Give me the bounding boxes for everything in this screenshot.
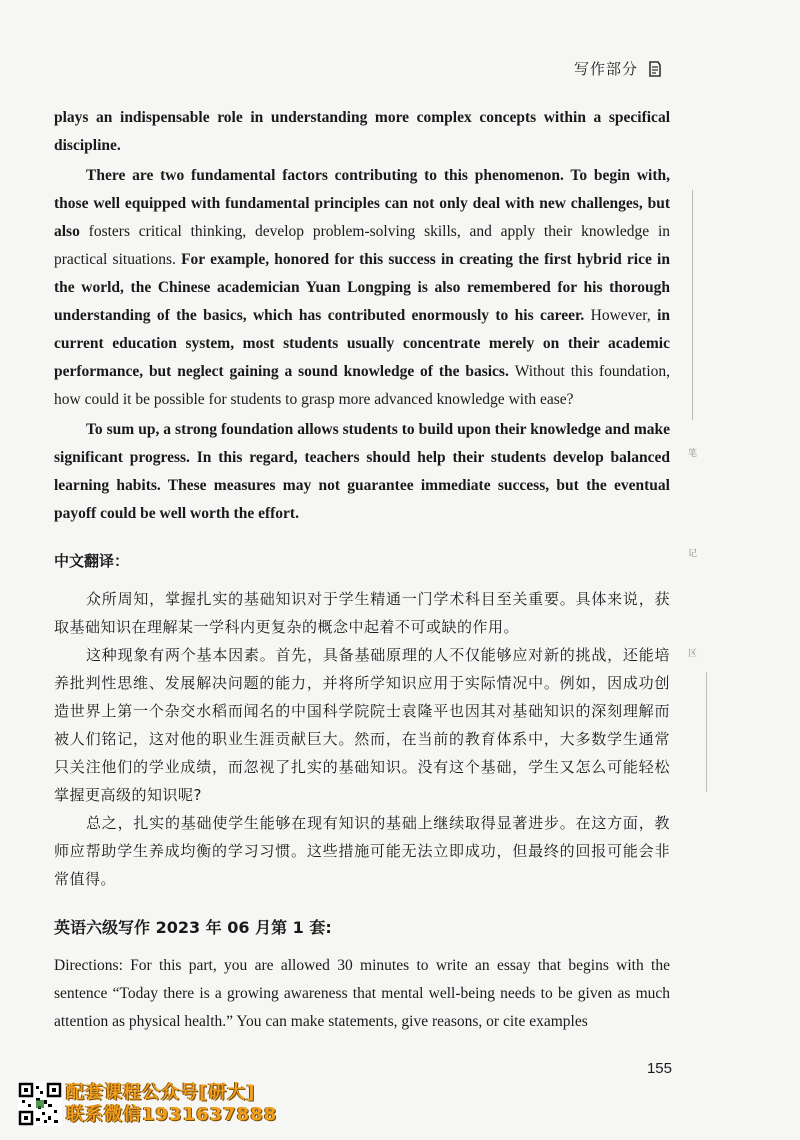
text-run: However, bbox=[590, 307, 658, 324]
translation-heading: 中文翻译： bbox=[54, 552, 130, 570]
margin-note-label: 区 bbox=[688, 649, 698, 659]
text-run: “Today there is a growing awareness that mental well-being needs to be given as much attention as physical health.” bbox=[54, 985, 671, 1030]
translation-paragraph-3: 总之，扎实的基础使学生能够在现有知识的基础上继续取得显著进步。在这方面，教师应帮助学生养成均衡的学习习惯。这些措施可能无法立即成功，但最终的回报可能会非常值得。 bbox=[54, 814, 670, 888]
section-title: 写作部分 bbox=[573, 60, 638, 78]
qr-code-icon bbox=[18, 1082, 62, 1126]
margin-note-label: 记 bbox=[688, 549, 698, 559]
translation-paragraph-2: 这种现象有两个基本因素。首先，具备基础原理的人不仅能够应对新的挑战，还能培养批判性思维、发展解决问题的能力，并将所学知识应用于实际情况中。例如，因成功创造世界上第一个杂交水稻而闻名的中国科学院院士袁隆平也因其对基础知识的深刻理解而被人们铭记，这对他的职业生涯贡献巨大。然而，在当前的教育体系中，大多数学生通常只关注他们的学业成绩，而忽视了扎实的基础知识。没有这个基础，学生又怎么可能轻松掌握更高级的知识呢? bbox=[54, 646, 670, 804]
pen-emblem-icon bbox=[648, 60, 662, 78]
text-run: For example, honored for this success in creating the first hybrid rice in the world, the Chinese academician Yuan Longping is also remembered for his thorough understanding of the basics, which has contributed enormously to his career. bbox=[54, 251, 670, 324]
text-run: fosters critical thinking, develop problem-solving skills, and apply their knowledge in practical situations. bbox=[54, 223, 670, 268]
exam-directions bbox=[54, 952, 670, 1036]
text-run: plays an indispensable role in understanding more complex concepts within a specifical discipline. bbox=[54, 109, 670, 154]
essay-paragraph-3 bbox=[54, 416, 670, 528]
essay-paragraph-1-continued bbox=[54, 104, 670, 160]
text-run: Directions: For this part, you are allowed 30 minutes to write an essay that begins with the sentence bbox=[54, 957, 670, 1002]
translation-paragraph-1: 众所周知，掌握扎实的基础知识对于学生精通一门学术科目至关重要。具体来说，获取基础知识在理解某一学科内更复杂的概念中起着不可或缺的作用。 bbox=[54, 590, 670, 636]
running-header bbox=[574, 58, 662, 79]
margin-rule bbox=[706, 672, 707, 792]
text-run: You can make statements, give reasons, or cite examples bbox=[233, 1013, 588, 1030]
text-run: To sum up, a strong foundation allows students to build upon their knowledge and make significant progress. In this regard, teachers should help their students develop balanced learning habits. These measures may not guarantee immediate success, but the eventual payoff could be well worth the effort. bbox=[54, 421, 670, 522]
page-number: 155 bbox=[646, 1060, 672, 1077]
essay-paragraph-2 bbox=[54, 162, 670, 414]
margin-rule bbox=[692, 190, 693, 420]
text-run: in current education system, most students usually concentrate merely on their academic performance, but neglect gaining a sound knowledge of the basics. bbox=[54, 307, 671, 380]
exam-heading: 英语六级写作 2023 年 06 月第 1 套: bbox=[54, 918, 332, 937]
main-content bbox=[54, 104, 670, 1036]
watermark-line-2: 联系微信1931637888 bbox=[66, 1104, 278, 1125]
text-run: There are two fundamental factors contributing to this phenomenon. To begin with, those well equipped with fundamental principles can not only deal with new challenges, but also bbox=[54, 167, 670, 240]
text-run: Without this foundation, how could it be possible for students to grasp more advanced knowledge with ease? bbox=[54, 363, 670, 408]
margin-note-label: 笔 bbox=[688, 449, 698, 459]
watermark-line-1: 配套课程公众号[研大] bbox=[66, 1082, 256, 1103]
watermark-banner bbox=[66, 1082, 277, 1126]
